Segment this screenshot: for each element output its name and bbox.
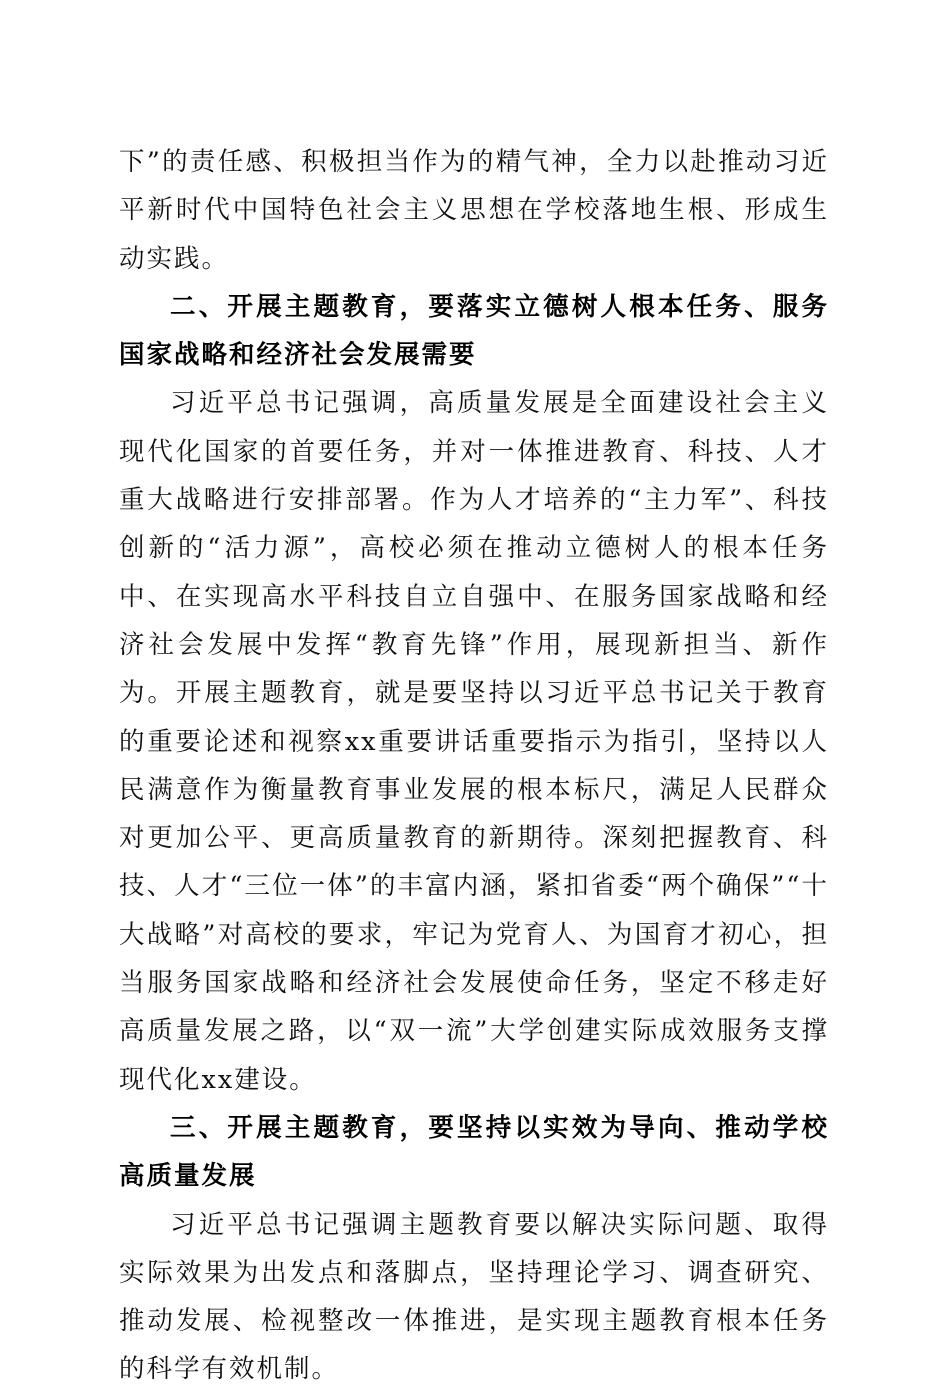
section-heading-2: 二、开展主题教育，要落实立德树人根本任务、服务国家战略和经济社会发展需要 — [119, 291, 829, 371]
section-heading-3: 三、开展主题教育，要坚持以实效为导向、推动学校高质量发展 — [119, 1112, 829, 1192]
section-2-paragraph: 习近平总书记强调，高质量发展是全面建设社会主义现代化国家的首要任务，并对一体推进教育、科技、人才重大战略进行安排部署。作为人才培养的“主力军”、科技创新的“活力源”，高校必须在推动立德树人的根本任务中、在实现高水平科技自立自强中、在服务国家战略和经济社会发展中发挥“教育先锋”作用，展现新担当、新作为。开展主题教育，就是要坚持以习近平总书记关于教育的重要论述和视察xx重要讲话重要指示为指引，坚持以人民满意作为衡量教育事业发展的根本标尺，满足人民群众对更加公平、更高质量教育的新期待。深刻把握教育、科技、人才“三位一体”的丰富内涵，紧扣省委“两个确保”“十大战略”对高校的要求，牢记为党育人、为国育才初心，担当服务国家战略和经济社会发展使命任务，坚定不移走好高质量发展之路，以“双一流”大学创建实际成效服务支撑现代化xx建设。 — [119, 388, 829, 1095]
document-body — [119, 138, 829, 1394]
section-3-paragraph: 习近平总书记强调主题教育要以解决实际问题、取得实际效果为出发点和落脚点，坚持理论学习、调查研究、推动发展、检视整改一体推进，是实现主题教育根本任务的科学有效机制。 — [119, 1209, 829, 1385]
continuation-paragraph: 下”的责任感、积极担当作为的精气神，全力以赴推动习近平新时代中国特色社会主义思想在学校落地生根、形成生动实践。 — [119, 147, 829, 274]
